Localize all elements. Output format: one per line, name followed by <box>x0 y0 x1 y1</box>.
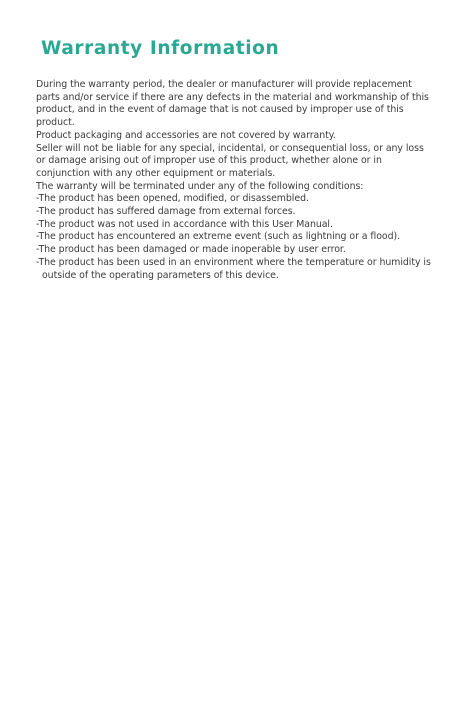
warranty-body <box>36 79 431 282</box>
list-item: -The product has encountered an extreme event (such as lightning or a flood). <box>36 231 401 243</box>
liability-paragraph: Seller will not be liable for any special, incidental, or consequential loss, or any loss or damage arising out of improper use of this product, whether alone or in conjunction with any other equipment or materials. <box>36 142 424 179</box>
packaging-exclusion-paragraph: Product packaging and accessories are not covered by warranty. <box>36 129 336 141</box>
page-title: Warranty Information <box>41 38 280 59</box>
list-item: -The product was not used in accordance with this User Manual. <box>36 218 333 230</box>
termination-intro-paragraph: The warranty will be terminated under any of the following conditions: <box>36 180 364 192</box>
termination-conditions-list <box>36 193 431 282</box>
list-item: -The product has been used in an environment where the temperature or humidity is outside of the operating parameters of this device. <box>36 256 431 281</box>
warranty-coverage-paragraph: During the warranty period, the dealer or manufacturer will provide replacement parts and/or service if there are any defects in the material and workmanship of this product, and in the event of damage that is not caused by improper use of this product. <box>36 79 429 129</box>
list-item: -The product has been opened, modified, or disassembled. <box>36 193 309 205</box>
list-item: -The product has been damaged or made inoperable by user error. <box>36 244 346 256</box>
list-item: -The product has suffered damage from external forces. <box>36 206 296 218</box>
